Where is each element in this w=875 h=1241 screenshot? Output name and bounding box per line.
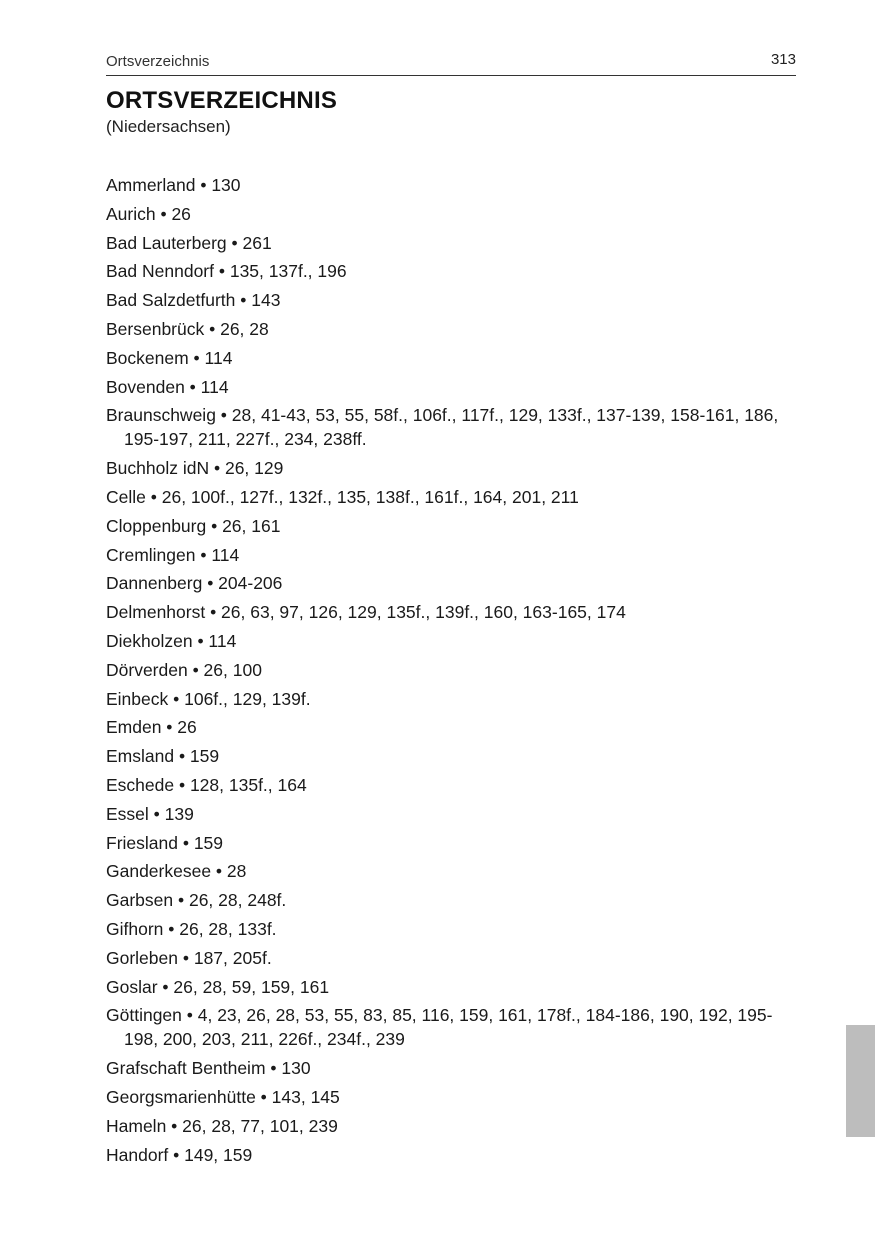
- running-header: [106, 51, 796, 76]
- index-entry: Göttingen • 4, 23, 26, 28, 53, 55, 83, 85, 116, 159, 161, 178f., 184-186, 190, 192, 195-198, 200, 203, 211, 226f., 234f., 239: [106, 1005, 773, 1050]
- index-entry: Diekholzen • 114: [106, 630, 237, 651]
- index-entry: Braunschweig • 28, 41-43, 53, 55, 58f., 106f., 117f., 129, 133f., 137-139, 158-161, 186, 195-197, 211, 227f., 234, 238ff.: [106, 405, 779, 450]
- page-number: 313: [770, 51, 796, 68]
- running-title: Ortsverzeichnis: [106, 53, 210, 70]
- index-entry: Buchholz idN • 26, 129: [106, 458, 284, 479]
- index-entry: Bovenden • 114: [106, 376, 229, 397]
- index-entry: Celle • 26, 100f., 127f., 132f., 135, 138f., 161f., 164, 201, 211: [106, 486, 579, 507]
- index-entry: Grafschaft Bentheim • 130: [106, 1058, 311, 1079]
- thumb-index-tab: [846, 1025, 875, 1137]
- index-entry: Delmenhorst • 26, 63, 97, 126, 129, 135f., 139f., 160, 163-165, 174: [106, 602, 626, 623]
- index-entry: Garbsen • 26, 28, 248f.: [106, 890, 287, 911]
- page-subtitle: (Niedersachsen): [106, 117, 231, 136]
- index-entry: Bad Lauterberg • 261: [106, 232, 272, 253]
- index-entry: Gorleben • 187, 205f.: [106, 947, 272, 968]
- index-entry: Dannenberg • 204-206: [106, 573, 283, 594]
- index-entry: Bad Nenndorf • 135, 137f., 196: [106, 261, 347, 282]
- index-entry: Dörverden • 26, 100: [106, 659, 262, 680]
- index-entry: Hameln • 26, 28, 77, 101, 239: [106, 1115, 338, 1136]
- index-entry: Gifhorn • 26, 28, 133f.: [106, 918, 277, 939]
- index-entry: Emden • 26: [106, 717, 197, 738]
- index-entry: Friesland • 159: [106, 832, 224, 853]
- index-entry: Cloppenburg • 26, 161: [106, 515, 281, 536]
- index-entry: Einbeck • 106f., 129, 139f.: [106, 688, 311, 709]
- index-entry: Ammerland • 130: [106, 175, 241, 195]
- index-entry: Emsland • 159: [106, 746, 220, 767]
- index-entry: Handorf • 149, 159: [106, 1144, 253, 1165]
- index-entry: Bersenbrück • 26, 28: [106, 318, 269, 339]
- index-list: [106, 173, 796, 1171]
- index-entry: Aurich • 26: [106, 203, 191, 224]
- index-entry: Georgsmarienhütte • 143, 145: [106, 1086, 340, 1107]
- index-entry: Ganderkesee • 28: [106, 861, 247, 882]
- index-entry: Bockenem • 114: [106, 347, 233, 368]
- index-entry: Goslar • 26, 28, 59, 159, 161: [106, 976, 330, 997]
- index-entry: Bad Salzdetfurth • 143: [106, 290, 281, 311]
- index-entry: Eschede • 128, 135f., 164: [106, 774, 307, 795]
- index-entry: Essel • 139: [106, 803, 194, 824]
- index-entry: Cremlingen • 114: [106, 544, 240, 565]
- page-title: ORTSVERZEICHNIS: [106, 87, 338, 114]
